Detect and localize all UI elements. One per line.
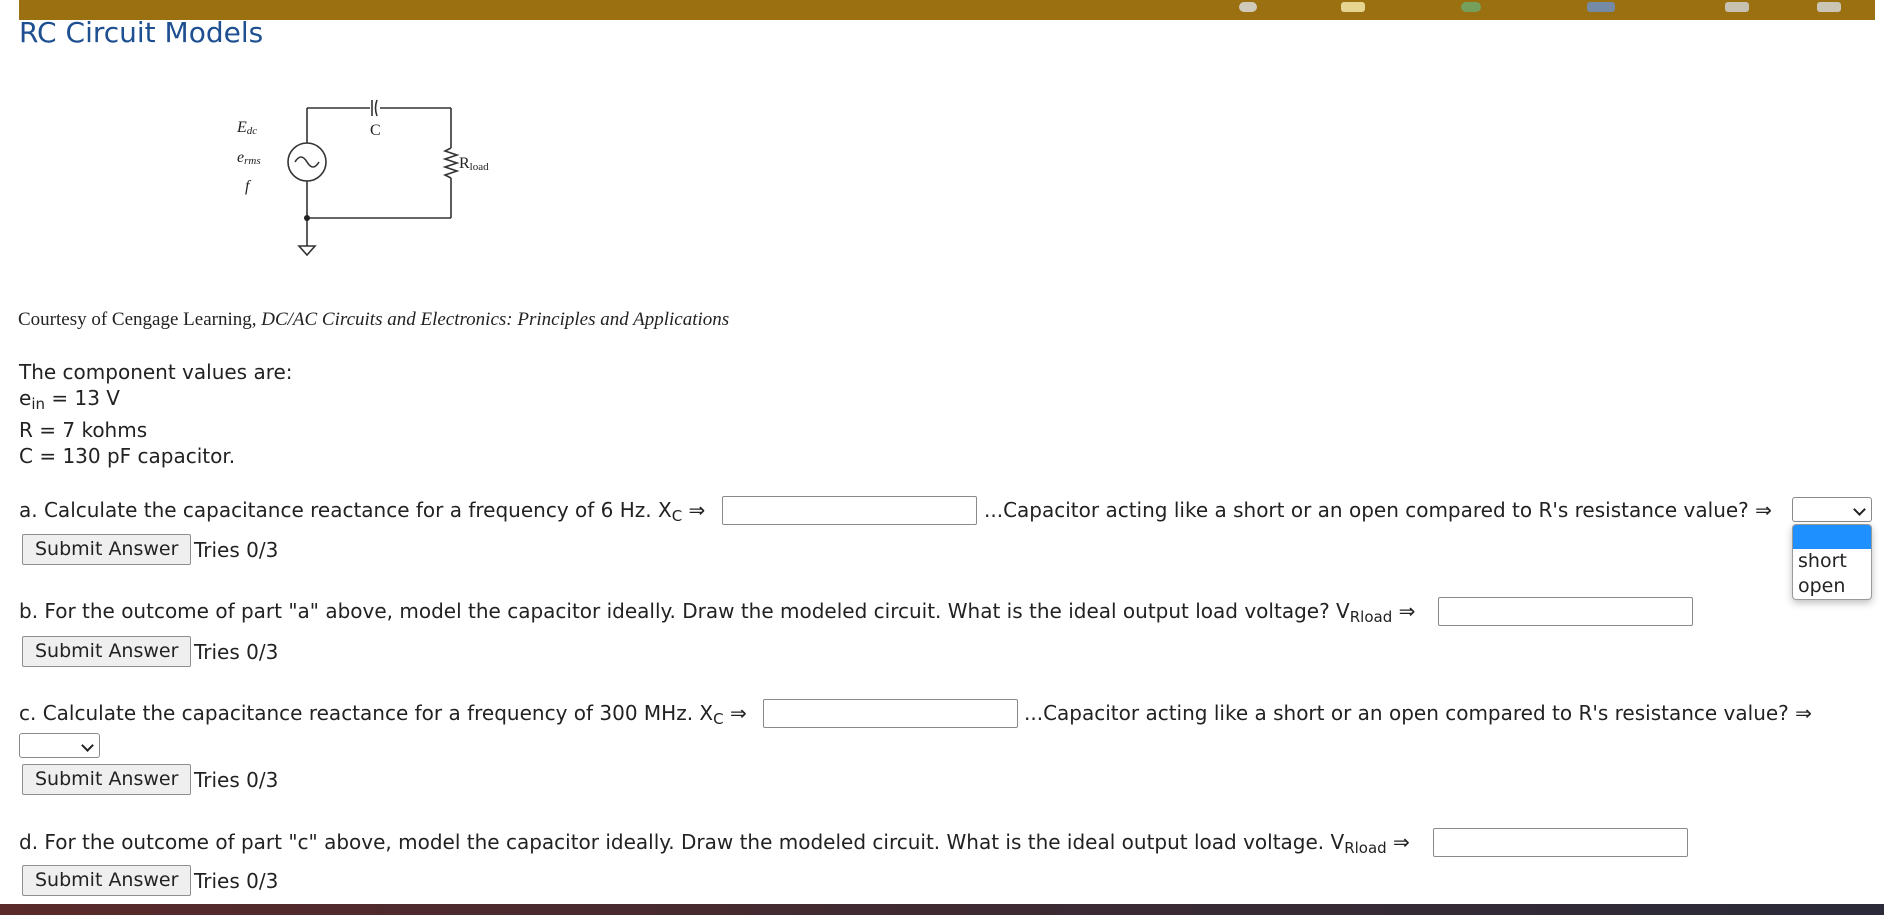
toolbar-icon[interactable] [1461,2,1481,12]
answer-d-vrload-input[interactable] [1433,828,1688,857]
toolbar-icon[interactable] [1817,2,1841,12]
short-open-dropdown-list[interactable] [1792,524,1872,600]
capacitor-plate-right [376,100,378,116]
junction-dot [304,215,310,221]
page-title: RC Circuit Models [19,16,264,49]
component-c: C = 130 pF capacitor. [19,444,236,468]
svg-text:erms: erms [237,149,261,167]
book-title: DC/AC Circuits and Electronics: Principles and Applications [261,309,730,330]
question-c: c. Calculate the capacitance reactance for a frequency of 300 MHz. $X_C$ ⇒ [19,701,747,728]
question-c-followup: ...Capacitor acting like a short or an open compared to R's resistance value? ⇒ [1024,701,1812,725]
svg-text:f: f [245,178,250,195]
answer-c-xc-input[interactable] [763,699,1018,728]
rc-circuit-diagram [225,98,515,263]
component-ein: $e_{in} = 13$ V [19,386,120,413]
image-credit: Courtesy of Cengage Learning, DC/AC Circuits and Electronics: Principles and Applications [18,309,730,330]
svg-text:Edc: Edc [237,119,258,137]
dropdown-option-short[interactable]: short [1798,550,1847,572]
answer-c-short-open-select[interactable] [19,733,100,758]
ground-icon [299,246,315,255]
question-a: a. Calculate the capacitance reactance for a frequency of 6 Hz. $X_C$ ⇒ [19,498,706,525]
chevron-down-icon [81,739,94,752]
answer-b-vrload-input[interactable] [1438,597,1693,626]
answer-a-xc-input[interactable] [722,496,977,525]
dropdown-option-blank[interactable] [1793,525,1871,549]
tries-c: Tries 0/3 [194,768,279,792]
toolbar-icon[interactable] [1587,2,1615,12]
component-r: R = 7 kohms [19,418,148,442]
tries-a: Tries 0/3 [194,538,279,562]
tries-d: Tries 0/3 [194,869,279,893]
submit-answer-d-button[interactable]: Submit Answer [22,865,191,896]
toolbar-icon[interactable] [1239,2,1257,12]
svg-text:Rload: Rload [459,155,489,173]
question-a-followup: ...Capacitor acting like a short or an open compared to R's resistance value? ⇒ [984,498,1772,522]
bottom-taskbar-strip [0,904,1884,915]
submit-answer-b-button[interactable]: Submit Answer [22,636,191,667]
sine-wave-icon [295,157,319,167]
components-intro: The component values are: [19,360,293,384]
question-d: d. For the outcome of part "c" above, model the capacitor ideally. Draw the modeled circuit. What is the ideal output load voltage. $V_{Rload}$ ⇒ [19,830,1410,857]
chevron-down-icon [1853,503,1866,516]
toolbar-icon[interactable] [1341,2,1365,12]
resistor-zigzag [445,148,457,178]
question-b: b. For the outcome of part "a" above, model the capacitor ideally. Draw the modeled circuit. What is the ideal output load voltage? $V_{Rload}$ ⇒ [19,599,1416,626]
dropdown-option-open[interactable]: open [1798,575,1846,597]
tries-b: Tries 0/3 [194,640,279,664]
submit-answer-a-button[interactable]: Submit Answer [22,534,191,565]
svg-text:C: C [370,122,381,139]
submit-answer-c-button[interactable]: Submit Answer [22,764,191,795]
answer-a-short-open-select[interactable] [1792,497,1872,522]
top-toolbar-strip [19,0,1875,20]
toolbar-icon[interactable] [1725,2,1749,12]
